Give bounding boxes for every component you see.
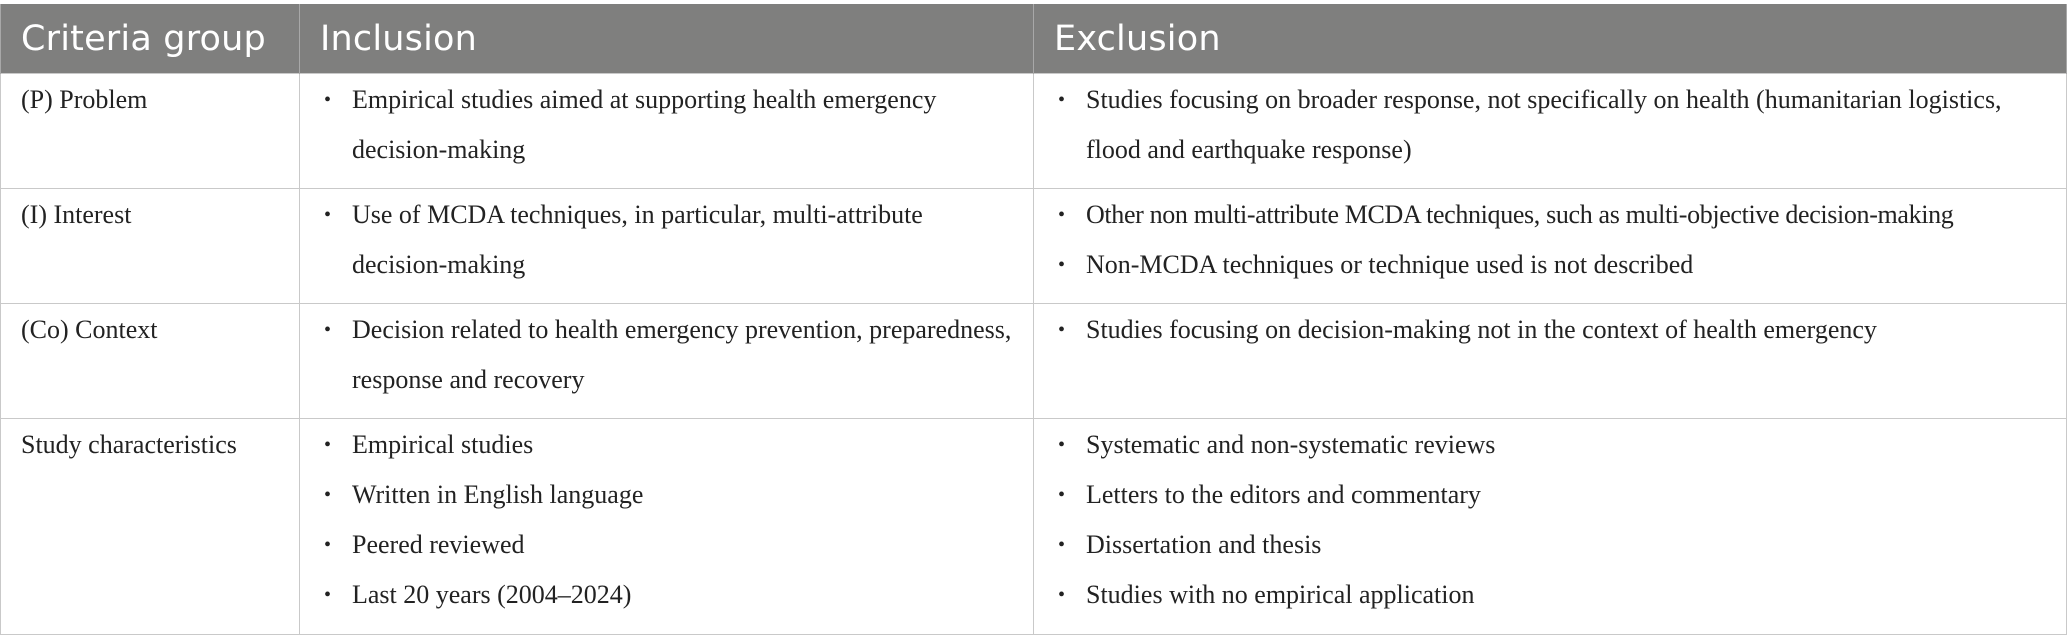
list-item-text: Studies focusing on broader response, not specifically on health (humanitarian logistics, flood and earthquake response) [1086, 85, 2002, 164]
list-item [1054, 240, 2046, 290]
bullet-icon: • [324, 534, 332, 556]
list-item [320, 420, 1013, 470]
bullet-icon: • [1058, 319, 1066, 341]
exclusion-cell [1034, 74, 2067, 189]
list-item-text: Studies focusing on decision-making not in the context of health emergency [1086, 315, 1877, 344]
inclusion-cell [300, 74, 1034, 189]
criteria-group-cell: Study characteristics [1, 419, 300, 635]
list-item [1054, 75, 2046, 175]
bullet-icon: • [1058, 204, 1066, 226]
inclusion-list [320, 305, 1013, 405]
bullet-icon: • [324, 584, 332, 606]
inclusion-cell [300, 304, 1034, 419]
bullet-icon: • [324, 434, 332, 456]
list-item-text: Peered reviewed [352, 530, 525, 559]
list-item-text: Other non multi-attribute MCDA techniques, such as multi-objective decision-making [1086, 200, 1954, 229]
header-exclusion: Exclusion [1034, 4, 2067, 74]
list-item [1054, 305, 2046, 355]
table-row-interest [1, 189, 2067, 304]
table-row-study-characteristics [1, 419, 2067, 635]
bullet-icon: • [1058, 89, 1066, 111]
list-item [1054, 420, 2046, 470]
exclusion-list [1054, 75, 2046, 175]
inclusion-list [320, 75, 1013, 175]
list-item-text: Systematic and non-systematic reviews [1086, 430, 1496, 459]
criteria-table [0, 4, 2067, 635]
exclusion-list [1054, 305, 2046, 355]
bullet-icon: • [324, 484, 332, 506]
exclusion-cell [1034, 304, 2067, 419]
inclusion-cell [300, 419, 1034, 635]
exclusion-list [1054, 420, 2046, 620]
bullet-icon: • [1058, 584, 1066, 606]
list-item [1054, 190, 2046, 240]
list-item-text: Last 20 years (2004–2024) [352, 580, 632, 609]
list-item-text: Use of MCDA techniques, in particular, multi-attribute decision-making [352, 200, 923, 279]
bullet-icon: • [1058, 434, 1066, 456]
bullet-icon: • [324, 89, 332, 111]
criteria-table-container [0, 4, 2066, 635]
list-item [1054, 570, 2046, 620]
criteria-group-cell: (Co) Context [1, 304, 300, 419]
bullet-icon: • [1058, 484, 1066, 506]
inclusion-list [320, 190, 1013, 290]
exclusion-cell [1034, 189, 2067, 304]
table-row-problem [1, 74, 2067, 189]
list-item-text: Empirical studies aimed at supporting health emergency decision-making [352, 85, 937, 164]
table-body [1, 74, 2067, 635]
bullet-icon: • [1058, 534, 1066, 556]
list-item [1054, 520, 2046, 570]
list-item [320, 570, 1013, 620]
table-header [1, 4, 2067, 74]
list-item [320, 75, 1013, 175]
criteria-group-cell: (I) Interest [1, 189, 300, 304]
inclusion-list [320, 420, 1013, 620]
list-item-text: Empirical studies [352, 430, 534, 459]
inclusion-cell [300, 189, 1034, 304]
exclusion-cell [1034, 419, 2067, 635]
bullet-icon: • [324, 319, 332, 341]
list-item-text: Written in English language [352, 480, 644, 509]
list-item-text: Non-MCDA techniques or technique used is not described [1086, 250, 1694, 279]
criteria-group-cell: (P) Problem [1, 74, 300, 189]
header-row [1, 4, 2067, 74]
list-item-text: Studies with no empirical application [1086, 580, 1475, 609]
bullet-icon: • [1058, 254, 1066, 276]
list-item [320, 305, 1013, 405]
list-item [320, 190, 1013, 290]
list-item [320, 470, 1013, 520]
table-row-context [1, 304, 2067, 419]
bullet-icon: • [324, 204, 332, 226]
list-item-text: Dissertation and thesis [1086, 530, 1322, 559]
list-item-text: Letters to the editors and commentary [1086, 480, 1481, 509]
exclusion-list [1054, 190, 2046, 290]
header-inclusion: Inclusion [300, 4, 1034, 74]
list-item-text: Decision related to health emergency prevention, preparedness, response and recovery [352, 315, 1012, 394]
list-item [1054, 470, 2046, 520]
list-item [320, 520, 1013, 570]
header-criteria-group: Criteria group [1, 4, 300, 74]
